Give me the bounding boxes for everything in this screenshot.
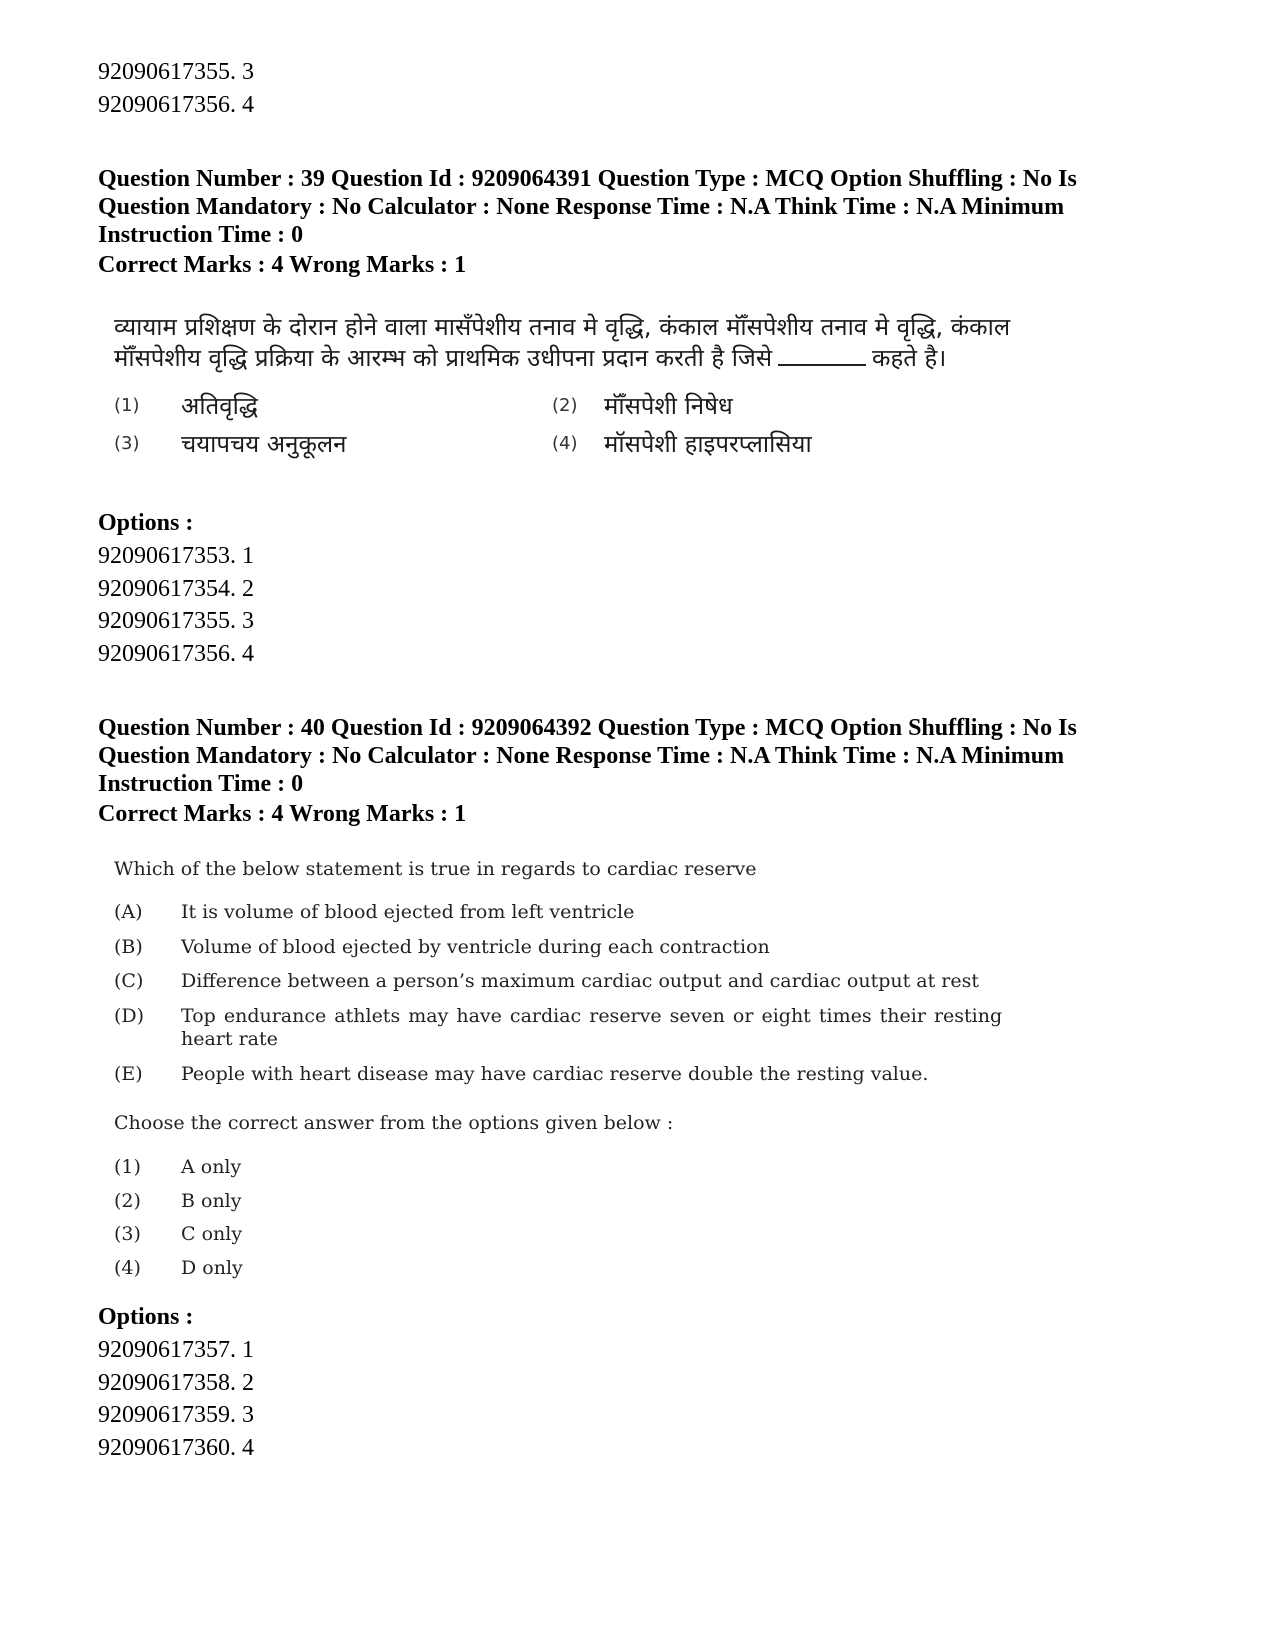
option-value: 4 [242,641,254,667]
option-id: 92090617359 [98,1402,230,1428]
question-40-meta [98,714,1158,798]
meta-line: Question Number : 40 Question Id : 9209064392 Question Type : MCQ Option Shuffling : No Is [98,715,1077,741]
question-39-text-line-2 [114,341,946,374]
option-value: 2 [242,576,254,602]
option-row: 92090617360. 4 [98,1435,254,1461]
meta-line: Question Mandatory : No Calculator : None Response Time : N.A Think Time : N.A Minimum [98,743,1065,769]
options-label: Options : [98,1304,194,1330]
choice-text: अतिवृद्धि [181,392,258,420]
statement-label: (C) [114,970,144,992]
option-id: 92090617356 [98,641,230,667]
question-39-marks: Correct Marks : 4 Wrong Marks : 1 [98,252,467,278]
statement-label: (D) [114,1005,145,1027]
statement-label: (B) [114,936,143,958]
option-id: 92090617354 [98,576,230,602]
text-segment: मॉँसपेशीय वृद्धि प्रक्रिया के आरम्भ को प्राथमिक उधीपना प्रदान करती है जिसे [114,344,773,372]
option-value: 1 [242,543,254,569]
option-id: 92090617356 [98,92,230,118]
choice-number: (3) [114,1223,141,1245]
option-row: 92090617355. 3 [98,608,254,634]
choice-text: D only [181,1257,243,1279]
option-id: 92090617355 [98,608,230,634]
option-row: 92090617356. 4 [98,92,254,118]
choice-number: (2) [114,1190,141,1212]
option-value: 3 [242,1402,254,1428]
question-40-stem: Which of the below statement is true in regards to cardiac reserve [114,858,757,880]
option-id: 92090617360 [98,1435,230,1461]
question-39-meta [98,165,1158,249]
option-value: 1 [242,1337,254,1363]
statement-text: People with heart disease may have cardiac reserve double the resting value. [181,1063,929,1085]
meta-line: Instruction Time : 0 [98,222,304,248]
option-value: 3 [242,608,254,634]
option-row: 92090617355. 3 [98,59,254,85]
option-value: 3 [242,59,254,85]
option-id: 92090617358 [98,1370,230,1396]
choice-number: (1) [114,1156,141,1178]
choice-text: B only [181,1190,242,1212]
choice-text: A only [181,1156,242,1178]
question-39-text-line-1: व्यायाम प्रशिक्षण के दोरान होने वाला मासँपेशीय तनाव मे वृद्धि, कंकाल मॉँसपेशीय तनाव मे वृद्धि, कंकाल [114,313,1011,341]
statement-text: It is volume of blood ejected from left ventricle [181,901,635,923]
choice-number: (1) [114,395,140,416]
option-value: 2 [242,1370,254,1396]
choice-number: (2) [552,395,578,416]
statement-label: (A) [114,901,143,923]
choose-instruction: Choose the correct answer from the options given below : [114,1112,674,1134]
option-id: 92090617357 [98,1337,230,1363]
meta-line: Instruction Time : 0 [98,771,304,797]
choice-text: C only [181,1223,243,1245]
statement-text: Difference between a person’s maximum cardiac output and cardiac output at rest [181,970,980,992]
statement-text-continued: heart rate [181,1028,278,1050]
options-label: Options : [98,510,194,536]
option-id: 92090617355 [98,59,230,85]
text-segment: कहते है। [872,344,947,372]
option-row: 92090617357. 1 [98,1337,254,1363]
choice-number: (3) [114,433,140,454]
choice-number: (4) [114,1257,141,1279]
choice-text: मॉसपेशी हाइपरप्लासिया [604,430,812,458]
choice-text: चयापचय अनुकूलन [181,430,347,458]
option-row: 92090617359. 3 [98,1402,254,1428]
option-row: 92090617358. 2 [98,1370,254,1396]
option-row: 92090617356. 4 [98,641,254,667]
option-value: 4 [242,92,254,118]
option-value: 4 [242,1435,254,1461]
choice-number: (4) [552,433,578,454]
option-row: 92090617353. 1 [98,543,254,569]
statement-label: (E) [114,1063,143,1085]
fill-blank [778,346,866,366]
meta-line: Question Number : 39 Question Id : 9209064391 Question Type : MCQ Option Shuffling : No Is [98,166,1077,192]
choice-text: मॉँसपेशी निषेध [604,392,733,420]
statement-text: Volume of blood ejected by ventricle during each contraction [181,936,770,958]
question-40-marks: Correct Marks : 4 Wrong Marks : 1 [98,801,467,827]
meta-line: Question Mandatory : No Calculator : None Response Time : N.A Think Time : N.A Minimum [98,194,1065,220]
option-row: 92090617354. 2 [98,576,254,602]
statement-text: Top endurance athlets may have cardiac reserve seven or eight times their resting [181,1005,1003,1027]
option-id: 92090617353 [98,543,230,569]
